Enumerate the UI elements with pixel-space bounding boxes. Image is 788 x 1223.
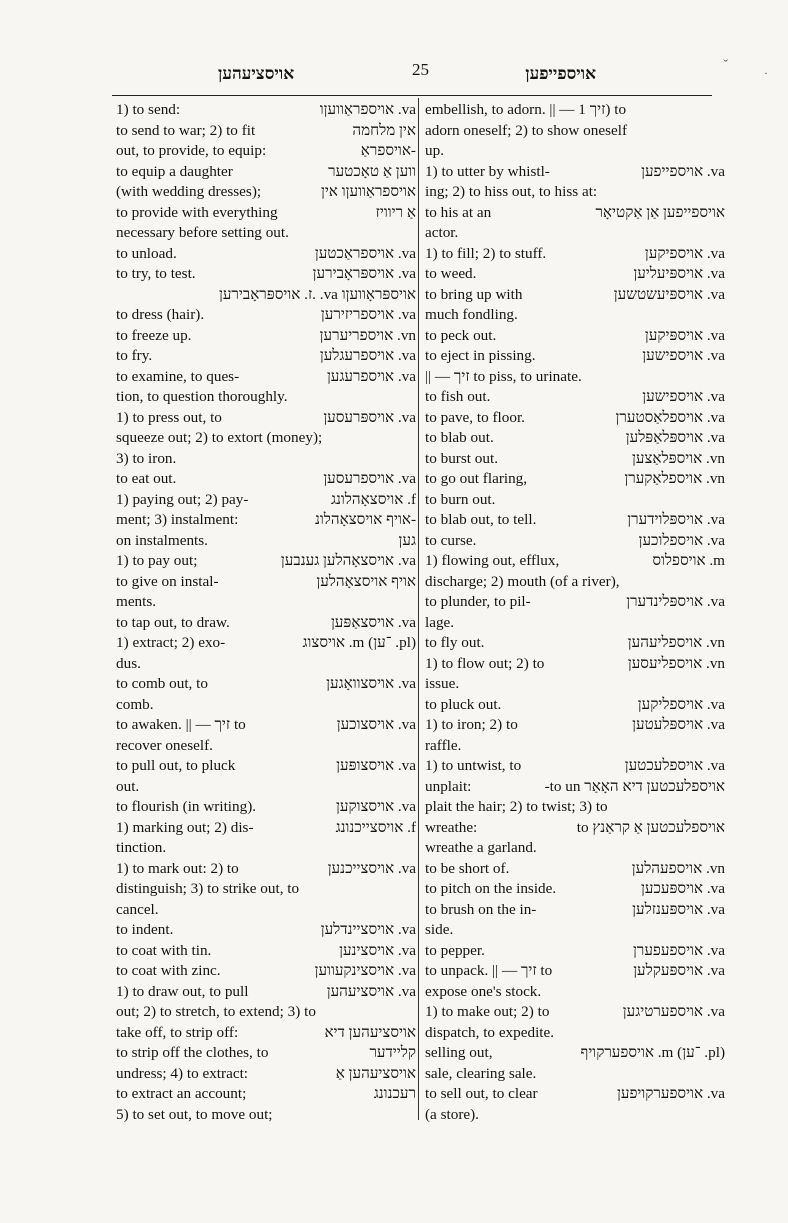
entry-line bbox=[425, 346, 725, 367]
yiddish-headword: vn. אויספריערען bbox=[319, 326, 416, 344]
english-text: undress; 4) to extract: bbox=[116, 1064, 249, 1082]
entry-line bbox=[425, 182, 725, 203]
yiddish-headword: אויספלעכטען דיא האָאַר to un- bbox=[544, 777, 725, 795]
entry-line bbox=[425, 490, 725, 511]
entry-line bbox=[116, 1023, 416, 1044]
yiddish-headword: va. אויספּרעסען bbox=[323, 408, 416, 426]
yiddish-headword: va. אויספערטיגען bbox=[622, 1003, 725, 1020]
english-text: to tap out, to draw. bbox=[116, 613, 230, 631]
english-text: to pave, to floor. bbox=[425, 408, 525, 426]
yiddish-headword: va. אויספּיקען bbox=[644, 326, 725, 344]
entry-line bbox=[116, 613, 416, 634]
english-text: to pluck out. bbox=[425, 695, 502, 713]
yiddish-headword: va. אויספרעסען bbox=[323, 470, 416, 487]
entry-line bbox=[425, 674, 725, 695]
entry-line bbox=[425, 449, 725, 470]
yiddish-headword: f. אויסצייכנונג bbox=[335, 818, 416, 836]
english-text: ments. bbox=[116, 593, 157, 610]
english-text: adorn oneself; 2) to show oneself bbox=[425, 121, 628, 139]
yiddish-headword: vn. אויספלאַקערן bbox=[624, 470, 725, 487]
yiddish-headword: vn. אויספּלאַצען bbox=[631, 449, 725, 467]
entry-line bbox=[425, 141, 725, 162]
english-text: out, to provide, to equip: bbox=[116, 142, 267, 159]
english-text: take off, to strip off: bbox=[116, 1023, 239, 1041]
english-text: 1) to mark out: 2) to bbox=[116, 859, 239, 877]
english-text: to coat with zinc. bbox=[116, 962, 221, 979]
english-text: 1) to iron; 2) to bbox=[425, 716, 518, 733]
entry-line bbox=[116, 346, 416, 367]
entry-line bbox=[116, 941, 416, 962]
english-text: to comb out, to bbox=[116, 675, 208, 692]
yiddish-headword: va. אויספליקען bbox=[637, 695, 725, 713]
english-text: ment; 3) instalment: bbox=[116, 511, 239, 528]
yiddish-headword: va. אויספּלוידערן bbox=[627, 511, 725, 528]
english-text: to freeze up. bbox=[116, 326, 192, 344]
entry-line bbox=[116, 305, 416, 326]
english-text: side. bbox=[425, 921, 454, 938]
english-text: to indent. bbox=[116, 921, 174, 938]
english-text: unplait: bbox=[425, 777, 472, 795]
yiddish-headword: va. אויספּראָבירען bbox=[312, 265, 416, 282]
entry-line bbox=[425, 797, 725, 818]
english-text: expose one's stock. bbox=[425, 982, 542, 1000]
yiddish-headword: va. אויספּענזלען bbox=[632, 900, 725, 918]
english-text: to weed. bbox=[425, 265, 477, 282]
entry-line bbox=[116, 633, 416, 654]
entry-line bbox=[116, 408, 416, 429]
entry-line bbox=[116, 674, 416, 695]
yiddish-headword: va. אויספייפען bbox=[641, 162, 725, 180]
english-text: to burst out. bbox=[425, 449, 498, 467]
english-text: 1) to send: bbox=[116, 101, 181, 118]
yiddish-headword: אויסציעהען דיא bbox=[324, 1023, 416, 1041]
english-text: to strip off the clothes, to bbox=[116, 1044, 269, 1061]
yiddish-headword: va. אויסצוואָגען bbox=[326, 675, 416, 692]
english-text: to peck out. bbox=[425, 326, 497, 344]
yiddish-headword: f. אויסצאָהלונג bbox=[330, 490, 416, 508]
english-text: 3) to iron. bbox=[116, 449, 177, 467]
english-text: to extract an account; bbox=[116, 1085, 247, 1102]
yiddish-headword: אַ ריוויז bbox=[375, 203, 416, 221]
english-text: to blab out, to tell. bbox=[425, 511, 537, 528]
entry-line bbox=[425, 961, 725, 982]
entry-line bbox=[425, 469, 725, 490]
yiddish-headword: אויספלעכטען אַ קראַנץ to bbox=[576, 818, 725, 836]
yiddish-headword: va. אויסצאַפּען bbox=[330, 613, 416, 631]
yiddish-headword: va. אויסצוכען bbox=[336, 716, 416, 733]
entry-line bbox=[425, 326, 725, 347]
entry-line bbox=[425, 654, 725, 675]
english-text: to awaken. || — זיך to bbox=[116, 716, 246, 733]
english-text: to his at an bbox=[425, 203, 492, 221]
yiddish-headword: va. אויספּעכען bbox=[640, 880, 725, 897]
page-number: 25 bbox=[412, 60, 429, 79]
english-text: to fry. bbox=[116, 347, 153, 364]
entry-line bbox=[116, 1084, 416, 1105]
english-text: raffle. bbox=[425, 736, 462, 754]
english-text: to try, to test. bbox=[116, 265, 196, 282]
entry-line bbox=[425, 244, 725, 265]
entry-line bbox=[425, 285, 725, 306]
english-text: squeeze out; 2) to extort (money); bbox=[116, 429, 323, 446]
yiddish-headword: vn. אויספעהלען bbox=[631, 859, 725, 877]
entry-line bbox=[116, 428, 416, 449]
english-text: discharge; 2) mouth (of a river), bbox=[425, 572, 620, 590]
english-text: up. bbox=[425, 142, 444, 159]
entry-line bbox=[116, 531, 416, 552]
entry-line bbox=[116, 223, 416, 244]
yiddish-headword: va. אויספּעקלען bbox=[633, 962, 725, 979]
entry-line bbox=[425, 121, 725, 142]
entry-line bbox=[116, 961, 416, 982]
yiddish-headword: va. אויספישען bbox=[642, 347, 725, 364]
english-text: wreathe a garland. bbox=[425, 839, 537, 856]
entry-line bbox=[116, 141, 416, 162]
entry-line bbox=[425, 551, 725, 572]
english-text: to eject in pissing. bbox=[425, 347, 536, 364]
entry-line bbox=[116, 900, 416, 921]
english-text: sale, clearing sale. bbox=[425, 1064, 537, 1082]
entry-line bbox=[425, 408, 725, 429]
corner-mark: ˇ bbox=[723, 58, 728, 73]
english-text: 1) to untwist, to bbox=[425, 757, 522, 774]
yiddish-headword: va. אויסציינדלען bbox=[320, 921, 416, 938]
english-text: to equip a daughter bbox=[116, 162, 233, 180]
yiddish-headword: אויספּראָוועןו va. .ז. אויספּראָבירען bbox=[218, 285, 416, 303]
english-text: to fish out. bbox=[425, 388, 491, 405]
header-rule bbox=[112, 95, 712, 96]
entry-line bbox=[425, 777, 725, 798]
yiddish-headword: va. אויספערקויפען bbox=[617, 1085, 725, 1102]
yiddish-headword: אויספייפען אַן אַקטיאָר bbox=[595, 203, 725, 221]
entry-line bbox=[425, 838, 725, 859]
english-text: 1) to draw out, to pull bbox=[116, 982, 249, 1000]
english-text: to be short of. bbox=[425, 859, 510, 877]
yiddish-headword: va. אויסצופּען bbox=[336, 757, 416, 774]
yiddish-headword: va. אויספראַוועןו bbox=[319, 101, 416, 118]
english-text: issue. bbox=[425, 675, 460, 692]
english-text: ing; 2) to hiss out, to hiss at: bbox=[425, 183, 598, 200]
entry-line bbox=[116, 162, 416, 183]
yiddish-headword: va. אויספּלעטען bbox=[632, 716, 725, 733]
entry-line bbox=[425, 941, 725, 962]
entry-line bbox=[425, 100, 725, 121]
yiddish-headword: va. אויסצינען bbox=[339, 941, 416, 959]
english-text: 1) extract; 2) exo- bbox=[116, 634, 226, 651]
english-text: to examine, to ques- bbox=[116, 367, 240, 385]
english-text: wreathe: bbox=[425, 818, 478, 836]
entry-line bbox=[425, 223, 725, 244]
english-text: to plunder, to pil- bbox=[425, 593, 531, 610]
english-text: distinguish; 3) to strike out, to bbox=[116, 880, 300, 897]
entry-line bbox=[425, 592, 725, 613]
yiddish-headword: va. אויספראַכטען bbox=[314, 244, 416, 262]
entry-line bbox=[116, 326, 416, 347]
entry-line bbox=[116, 797, 416, 818]
english-text: 1) paying out; 2) pay- bbox=[116, 490, 249, 508]
entry-line bbox=[116, 879, 416, 900]
entry-line bbox=[116, 244, 416, 265]
english-text: 1) to pay out; bbox=[116, 552, 198, 569]
english-text: actor. bbox=[425, 224, 459, 241]
entry-line bbox=[116, 367, 416, 388]
yiddish-headword: -אויספראַ bbox=[360, 142, 416, 159]
yiddish-headword: אויספראַוועןו אין bbox=[320, 183, 416, 200]
entry-line bbox=[425, 695, 725, 716]
yiddish-headword: רעכנונג bbox=[373, 1085, 416, 1102]
yiddish-headword: va. אויספלאַסטערן bbox=[615, 408, 725, 426]
entry-line bbox=[425, 572, 725, 593]
entry-line bbox=[425, 1084, 725, 1105]
entry-line bbox=[425, 613, 725, 634]
yiddish-headword: va. אויספיקען bbox=[644, 244, 725, 262]
english-text: to dress (hair). bbox=[116, 306, 205, 323]
english-text: to bring up with bbox=[425, 285, 523, 303]
yiddish-headword: va. אויספעפערן bbox=[633, 941, 725, 959]
english-text: 1) marking out; 2) dis- bbox=[116, 818, 254, 836]
entry-line bbox=[425, 879, 725, 900]
english-text: to eat out. bbox=[116, 470, 177, 487]
english-text: 1) flowing out, efflux, bbox=[425, 552, 560, 569]
left-column bbox=[116, 100, 416, 1125]
english-text: to give on instal- bbox=[116, 572, 219, 590]
english-text: 1) to make out; 2) to bbox=[425, 1003, 550, 1020]
entry-line bbox=[116, 1002, 416, 1023]
entry-line bbox=[116, 387, 416, 408]
entry-line bbox=[425, 1023, 725, 1044]
english-text: cancel. bbox=[116, 900, 159, 918]
english-text: 5) to set out, to move out; bbox=[116, 1105, 273, 1123]
yiddish-headword: va. אויספישען bbox=[642, 388, 725, 405]
entry-line bbox=[425, 510, 725, 531]
english-text: to sell out, to clear bbox=[425, 1085, 538, 1102]
english-text: to blab out. bbox=[425, 429, 494, 446]
yiddish-headword: va. אויספלעכטען bbox=[624, 757, 725, 774]
entry-line bbox=[425, 428, 725, 449]
english-text: || — זיך to piss, to urinate. bbox=[425, 367, 582, 385]
entry-line bbox=[425, 203, 725, 224]
entry-line bbox=[116, 469, 416, 490]
yiddish-headword: va. אויספריזירען bbox=[320, 306, 416, 323]
entry-line bbox=[116, 756, 416, 777]
entry-line bbox=[116, 1105, 416, 1126]
english-text: to pitch on the inside. bbox=[425, 880, 557, 897]
entry-line bbox=[116, 654, 416, 675]
english-text: lage. bbox=[425, 613, 455, 631]
entry-line bbox=[425, 982, 725, 1003]
entry-line bbox=[425, 818, 725, 839]
corner-dot: · bbox=[764, 66, 768, 80]
entry-line bbox=[116, 121, 416, 142]
english-text: 1) to fill; 2) to stuff. bbox=[425, 244, 547, 262]
english-text: to flourish (in writing). bbox=[116, 798, 257, 815]
entry-line bbox=[116, 1043, 416, 1064]
entry-line bbox=[425, 715, 725, 736]
entry-line bbox=[425, 305, 725, 326]
entry-line bbox=[116, 982, 416, 1003]
entry-line bbox=[116, 572, 416, 593]
entry-line bbox=[116, 715, 416, 736]
english-text: tinction. bbox=[116, 839, 167, 856]
entry-line bbox=[116, 182, 416, 203]
english-text: to fly out. bbox=[425, 634, 485, 651]
english-text: much fondling. bbox=[425, 306, 518, 323]
entry-line bbox=[116, 490, 416, 511]
right-column bbox=[425, 100, 725, 1125]
english-text: plait the hair; 2) to twist; 3) to bbox=[425, 798, 608, 815]
english-text: to pull out, to pluck bbox=[116, 757, 236, 774]
column-divider bbox=[418, 98, 419, 1120]
english-text: comb. bbox=[116, 695, 154, 713]
entry-line bbox=[116, 818, 416, 839]
yiddish-headword: va. אויסצאָהלען גענבען bbox=[280, 552, 416, 569]
english-text: to curse. bbox=[425, 531, 477, 549]
yiddish-headword: אויף אויסצאָהלען bbox=[316, 572, 416, 590]
entry-line bbox=[425, 1105, 725, 1126]
english-text: out; 2) to stretch, to extend; 3) to bbox=[116, 1003, 316, 1020]
yiddish-headword: va. אויספרעגלען bbox=[319, 347, 416, 364]
left-guide-word: אויסציעהען bbox=[218, 64, 295, 83]
yiddish-headword: vn. אויספליעהען bbox=[627, 634, 725, 651]
entry-line bbox=[116, 1064, 416, 1085]
english-text: selling out, bbox=[425, 1044, 493, 1061]
english-text: recover oneself. bbox=[116, 736, 213, 754]
page-header bbox=[110, 60, 728, 90]
entry-line bbox=[425, 387, 725, 408]
yiddish-headword: va. אויספּיעליען bbox=[633, 265, 725, 282]
yiddish-headword: (pl. ־ען) m. אויסצוג bbox=[302, 634, 416, 651]
english-text: (with wedding dresses); bbox=[116, 183, 262, 200]
yiddish-headword: va. אויספּלינדערן bbox=[626, 593, 725, 610]
entry-line bbox=[425, 736, 725, 757]
yiddish-headword: גען bbox=[398, 531, 416, 549]
yiddish-headword: קליידער bbox=[369, 1044, 416, 1061]
entry-line bbox=[116, 100, 416, 121]
right-guide-word: אויספייפען bbox=[525, 64, 596, 83]
entry-line bbox=[425, 756, 725, 777]
english-text: to provide with everything bbox=[116, 203, 278, 221]
entry-line bbox=[425, 264, 725, 285]
yiddish-headword: va. אויסצוקען bbox=[336, 798, 416, 815]
yiddish-headword: vn. אויספליעסען bbox=[627, 654, 725, 672]
yiddish-headword: ווען אַ טאָכטער bbox=[328, 162, 416, 180]
entry-line bbox=[116, 592, 416, 613]
entry-line bbox=[116, 695, 416, 716]
english-text: on instalments. bbox=[116, 531, 208, 549]
english-text: to brush on the in- bbox=[425, 900, 537, 918]
english-text: dus. bbox=[116, 654, 141, 672]
yiddish-headword: va. אויסצייכנען bbox=[327, 859, 416, 877]
english-text: out. bbox=[116, 777, 140, 795]
yiddish-headword: va. אויספרעגען bbox=[326, 367, 416, 385]
yiddish-headword: -אויף אויסצאָהלונ bbox=[314, 511, 416, 528]
entry-line bbox=[425, 162, 725, 183]
yiddish-headword: אין מלחמה bbox=[352, 121, 416, 139]
english-text: to coat with tin. bbox=[116, 941, 212, 959]
entry-line bbox=[116, 510, 416, 531]
yiddish-headword: va. אויסצינקעווען bbox=[314, 962, 416, 979]
english-text: necessary before setting out. bbox=[116, 224, 289, 241]
entry-line bbox=[116, 449, 416, 470]
yiddish-headword: אויסציעהען אַ bbox=[335, 1064, 416, 1082]
yiddish-headword: va. אויספלוכען bbox=[638, 531, 725, 549]
english-text: 1) to flow out; 2) to bbox=[425, 654, 545, 672]
english-text: tion, to question thoroughly. bbox=[116, 388, 288, 405]
english-text: (a store). bbox=[425, 1105, 479, 1123]
entry-line bbox=[425, 859, 725, 880]
entry-line bbox=[116, 838, 416, 859]
yiddish-headword: va. אויסציעהען bbox=[326, 982, 416, 1000]
entry-line bbox=[116, 920, 416, 941]
entry-line bbox=[425, 531, 725, 552]
english-text: dispatch, to expedite. bbox=[425, 1023, 555, 1041]
entry-line bbox=[116, 859, 416, 880]
english-text: to send to war; 2) to fit bbox=[116, 121, 256, 139]
yiddish-headword: m. אויספלוס bbox=[652, 552, 725, 569]
english-text: embellish, to adorn. || — זיך 1) to bbox=[425, 101, 627, 118]
entry-line bbox=[116, 551, 416, 572]
english-text: to go out flaring, bbox=[425, 470, 528, 487]
english-text: to burn out. bbox=[425, 490, 496, 508]
english-text: to unload. bbox=[116, 244, 177, 262]
english-text: 1) to utter by whistl- bbox=[425, 162, 550, 180]
yiddish-headword: va. אויספּלאַפּלען bbox=[625, 429, 725, 446]
english-text: to pepper. bbox=[425, 941, 485, 959]
entry-line bbox=[116, 203, 416, 224]
entry-line bbox=[425, 920, 725, 941]
english-text: to unpack. || — זיך to bbox=[425, 962, 553, 979]
entry-line bbox=[425, 367, 725, 388]
entry-line bbox=[425, 900, 725, 921]
entry-line bbox=[116, 736, 416, 757]
entry-line bbox=[116, 285, 416, 306]
entry-line bbox=[425, 1043, 725, 1064]
entry-line bbox=[425, 1064, 725, 1085]
yiddish-headword: (pl. ־ען) m. אויספערקויף bbox=[580, 1044, 725, 1061]
entry-line bbox=[116, 264, 416, 285]
yiddish-headword: va. אויספּיעשטשען bbox=[613, 285, 725, 303]
entry-line bbox=[425, 633, 725, 654]
entry-line bbox=[116, 777, 416, 798]
entry-line bbox=[425, 1002, 725, 1023]
english-text: 1) to press out, to bbox=[116, 408, 222, 426]
